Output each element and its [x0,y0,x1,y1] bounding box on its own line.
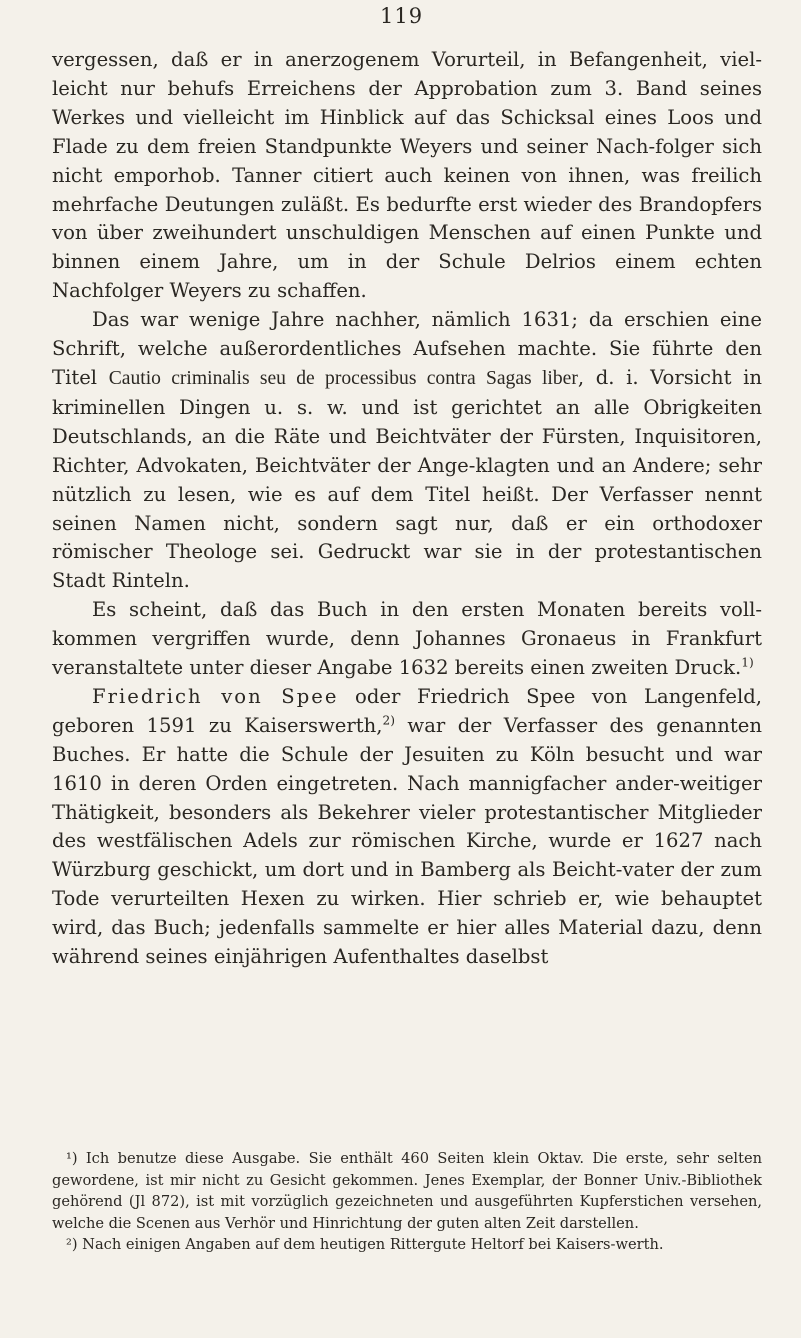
footnotes [52,1148,762,1256]
paragraph-1: vergessen, daß er in anerzogenem Vorurteil, in Befangenheit, viel-leicht nur behufs Erreichens der Approbation zum 3. Band seines Werkes und vielleicht im Hinblick auf das Schicksal eines Loos und Flade zu dem freien Standpunkte Weyers und seiner Nach-folger sich nicht emporhob. Tanner citiert auch keinen von ihnen, was freilich mehrfache Deutungen zuläßt. Es bedurfte erst wieder des Brandopfers von über zweihundert unschuldigen Menschen auf einen Punkte und binnen einem Jahre, um in der Schule Delrios einem echten Nachfolger Weyers zu schaffen. [52,48,762,303]
footnote-ref-2: 2) [382,713,395,728]
paragraph-2-rest: , d. i. Vorsicht in kriminellen Dingen u. s. w. und ist gerichtet an alle Obrigkeiten Deutschlands, an die Räte und Beichtväter der Fürsten, Inquisitoren, Richter, Advokaten, Beichtväter der Ange-klagten und an Andere; sehr nützlich zu lesen, wie es auf dem Titel heißt. Der Verfasser nennt seinen Namen nicht, sondern sagt nur, daß er ein orthodoxer römischer Theologe sei. Gedruckt war sie in der protestantischen Stadt Rinteln. [52,365,762,593]
paragraph-4-intro: oder Friedrich Spee von Langenfeld, geboren 1591 zu Kaiserswerth, [52,684,762,737]
main-text [52,46,762,972]
paragraph-2 [52,306,762,596]
author-name: Friedrich von Spee [92,684,339,708]
book-title-latin: Cautio criminalis seu de processibus contra Sagas liber [108,367,578,389]
paragraph-3-text: Es scheint, daß das Buch in den ersten Monaten bereits voll-kommen vergriffen wurde, denn Johannes Gronaeus in Frankfurt veranstaltete unter dieser Angabe 1632 bereits einen zweiten Druck. [52,598,762,680]
footnote-1: ¹) Ich benutze diese Ausgabe. Sie enthält 460 Seiten klein Oktav. Die erste, sehr selten gewordene, ist mir nicht zu Gesicht gekommen. Jenes Exemplar, der Bonner Univ.-Bibliothek gehörend (Jl 872), ist mit vorzüglich gezeichneten und ausgeführten Kupferstichen versehen, welche die Scenen aus Verhör und Hinrichtung der guten alten Zeit darstellen. [52,1150,762,1232]
paragraph-2-intro: Das war wenige Jahre nachher, nämlich 1631; da erschien eine Schrift, welche außerordentliches Aufsehen machte. Sie führte den Titel [52,308,762,389]
footnote-ref-1: 1) [741,655,754,670]
footnote-2: ²) Nach einigen Angaben auf dem heutigen Rittergute Heltorf bei Kaisers-werth. [66,1236,664,1253]
paragraph-4-rest: war der Verfasser des genannten Buches. Er hatte die Schule der Jesuiten zu Köln besucht und war 1610 in deren Orden eingetreten. Nach mannigfacher ander-weitiger Thätigkeit, besonders als Bekehrer vieler protestantischer Mitglieder des westfälischen Adels zur römischen Kirche, wurde er 1627 nach Würzburg geschickt, um dort und in Bamberg als Beicht-vater der zum Tode verurteilten Hexen zu wirken. Hier schrieb er, wie behauptet wird, das Buch; jedenfalls sammelte er hier alles Material dazu, denn während seines einjährigen Aufenthaltes daselbst [52,713,762,969]
paragraph-3 [52,596,762,683]
paragraph-4 [52,683,762,972]
page-number: 119 [380,4,424,28]
